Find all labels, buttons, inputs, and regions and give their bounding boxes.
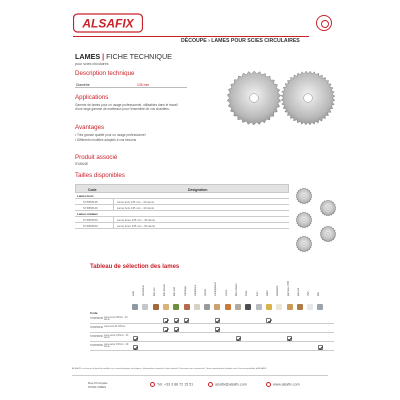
avantage-item: • Différents modèles adaptés à vos besoins <box>75 138 137 142</box>
material-icon <box>225 304 231 310</box>
compatibility-check-icon <box>133 336 138 341</box>
material-label: tôle <box>317 292 321 296</box>
selection-code: SYRPM150 <box>90 335 104 338</box>
material-label: carrelage <box>183 286 187 296</box>
compatibility-check-icon <box>163 318 168 323</box>
selection-desc: Lame bois 135mm - 30 dents <box>104 316 128 322</box>
blade-hub <box>327 207 330 210</box>
selection-code: SYRPM140 <box>90 326 104 329</box>
blade-hub <box>304 94 313 103</box>
blade-hub <box>303 243 306 246</box>
material-icon <box>297 304 303 310</box>
title-sub: FICHE TECHNIQUE <box>106 52 172 61</box>
compatibility-check-icon <box>215 327 220 332</box>
page-title <box>75 52 172 61</box>
compatibility-check-icon <box>163 327 168 332</box>
applications-text: Gamme de lames pour un usage professionnel, utilisables dans le travail d'une large gamme de matériaux pour l'ensemble de vos chantiers. <box>75 103 178 112</box>
material-icon <box>173 304 179 310</box>
material-label: cuivre <box>224 289 228 296</box>
row-desc: Lame bois 135 mm - 40 dents <box>117 206 155 211</box>
material-icon <box>204 304 210 310</box>
disclaimer: ALSAFIX se réserve le droit de modifier ses caractéristiques techniques. Informations données à titre indicatif. Document non contractuel. Toute reproduction interdite sans l'accord préalable d'ALSAFIX. <box>72 368 268 370</box>
material-icon <box>317 304 323 310</box>
selection-row <box>90 334 334 342</box>
material-icon <box>266 304 272 310</box>
footer-address <box>88 381 108 389</box>
spec-value: 135 mm <box>137 83 150 87</box>
footer-divider <box>72 375 328 376</box>
material-label: bois vert <box>173 286 177 296</box>
material-icon <box>142 304 148 310</box>
material-label: parquet <box>296 287 300 296</box>
row-code: SYRPM140 <box>83 206 98 211</box>
material-icon <box>132 304 138 310</box>
address-line: 67000 CIBES <box>88 385 107 389</box>
avantages-heading: Avantages <box>75 124 105 131</box>
selection-code: SYRPM160 <box>90 344 104 347</box>
material-icon <box>214 304 220 310</box>
material-label: fibre ciment <box>235 283 238 296</box>
material-label: mélaminé <box>276 285 280 296</box>
breadcrumb: DÉCOUPE › LAMES POUR SCIES CIRCULAIRES <box>181 38 300 44</box>
material-icon <box>276 304 282 310</box>
title-separator: | <box>102 52 105 61</box>
material-icon <box>184 304 190 310</box>
material-label: contreplaqué <box>214 282 218 296</box>
material-label: bois tendre <box>162 284 166 296</box>
tailles-heading: Tailles disponibles <box>75 172 125 179</box>
web-icon <box>266 382 271 387</box>
material-label: aluminium <box>142 285 146 296</box>
selection-row <box>90 316 334 324</box>
footer-website[interactable]: www.alsafix.com <box>266 382 300 387</box>
description-heading: Description technique <box>75 70 135 77</box>
row-code: SYRPM160 <box>83 224 98 229</box>
col-code-header: Code <box>88 187 97 192</box>
material-icon <box>287 304 293 310</box>
compatibility-check-icon <box>236 336 241 341</box>
selection-row <box>90 343 334 351</box>
row-code: SYRPM150 <box>83 218 98 223</box>
compatibility-check-icon <box>133 345 138 350</box>
email-icon <box>208 382 213 387</box>
sizes-table <box>75 184 289 229</box>
blade-hub <box>250 94 259 103</box>
avantage-item: • Très grande qualité pour un usage professionnel <box>75 133 146 137</box>
col-desc-header: Désignation <box>188 187 208 192</box>
table-row <box>75 223 289 229</box>
blade-hub <box>303 195 306 198</box>
row-code: SYRPM135 <box>83 200 98 205</box>
produit-heading: Produit associé <box>75 154 118 161</box>
material-label: fonte <box>245 290 249 296</box>
phone-icon <box>150 382 155 387</box>
material-label: panneau OSB <box>286 280 290 296</box>
selection-code: SYRPM135 <box>90 317 104 320</box>
material-icon <box>307 304 313 310</box>
brand-logo <box>73 12 143 34</box>
material-label: ciment <box>204 288 208 296</box>
table-header <box>75 184 289 193</box>
material-icon <box>235 304 241 310</box>
title-main: LAMES <box>75 52 101 61</box>
material-icon <box>153 304 159 310</box>
selection-row <box>90 325 334 333</box>
compatibility-check-icon <box>287 336 292 341</box>
compatibility-check-icon <box>266 318 271 323</box>
spec-label: Diamètre <box>76 83 90 87</box>
material-icon <box>256 304 262 310</box>
material-icon <box>163 304 169 310</box>
page-subtitle: pour scies circulaires <box>75 62 109 66</box>
footer-email[interactable]: alsafix@alsafix.com <box>208 382 247 387</box>
material-icon <box>245 304 251 310</box>
compatibility-check-icon <box>184 318 189 323</box>
row-desc: Lame bois 135 mm - 30 dents <box>117 200 155 205</box>
selection-desc: Lame bois Ø 135mm <box>104 325 126 328</box>
address-line: Rue Principale <box>88 381 108 385</box>
compatibility-check-icon <box>215 318 220 323</box>
row-desc: Lame acier 135 mm - 90 dents <box>117 224 155 229</box>
material-icon <box>194 304 200 310</box>
produit-value: SYAN4E <box>75 162 89 166</box>
compatibility-check-icon <box>318 345 323 350</box>
selection-code-header: Code <box>90 311 98 315</box>
row-desc: Lame acier 135 mm - 30 dents <box>117 218 155 223</box>
brand-emblem-icon <box>316 15 332 31</box>
header-divider <box>73 36 309 37</box>
selection-desc: Lame acier 135mm - 90 dents <box>104 343 129 349</box>
material-label: PVC <box>307 291 311 296</box>
blade-hub <box>327 233 330 236</box>
header <box>0 0 400 44</box>
compatibility-check-icon <box>174 318 179 323</box>
material-label: acier <box>132 290 135 296</box>
small-blades-image <box>292 186 340 256</box>
group-label: Lames métaux <box>77 212 98 217</box>
spec-row <box>75 82 187 88</box>
logo-text: ALSAFIX <box>82 16 134 31</box>
material-label: céramique <box>193 284 197 296</box>
compatibility-check-icon <box>174 327 179 332</box>
material-label: inox <box>255 291 259 296</box>
selection-heading: Tableau de sélection des lames <box>90 264 180 270</box>
saw-blades-image <box>226 68 336 128</box>
selection-desc: Lame acier 135mm - 30 dents <box>104 334 129 340</box>
blade-hub <box>303 219 306 222</box>
material-label: bois dur <box>152 287 156 296</box>
footer-phone[interactable]: Tél. +33 3 88 72 15 51 <box>150 382 193 387</box>
group-label: Lames bois <box>77 194 94 199</box>
applications-heading: Applications <box>75 94 109 101</box>
material-label: laiton <box>265 290 269 296</box>
